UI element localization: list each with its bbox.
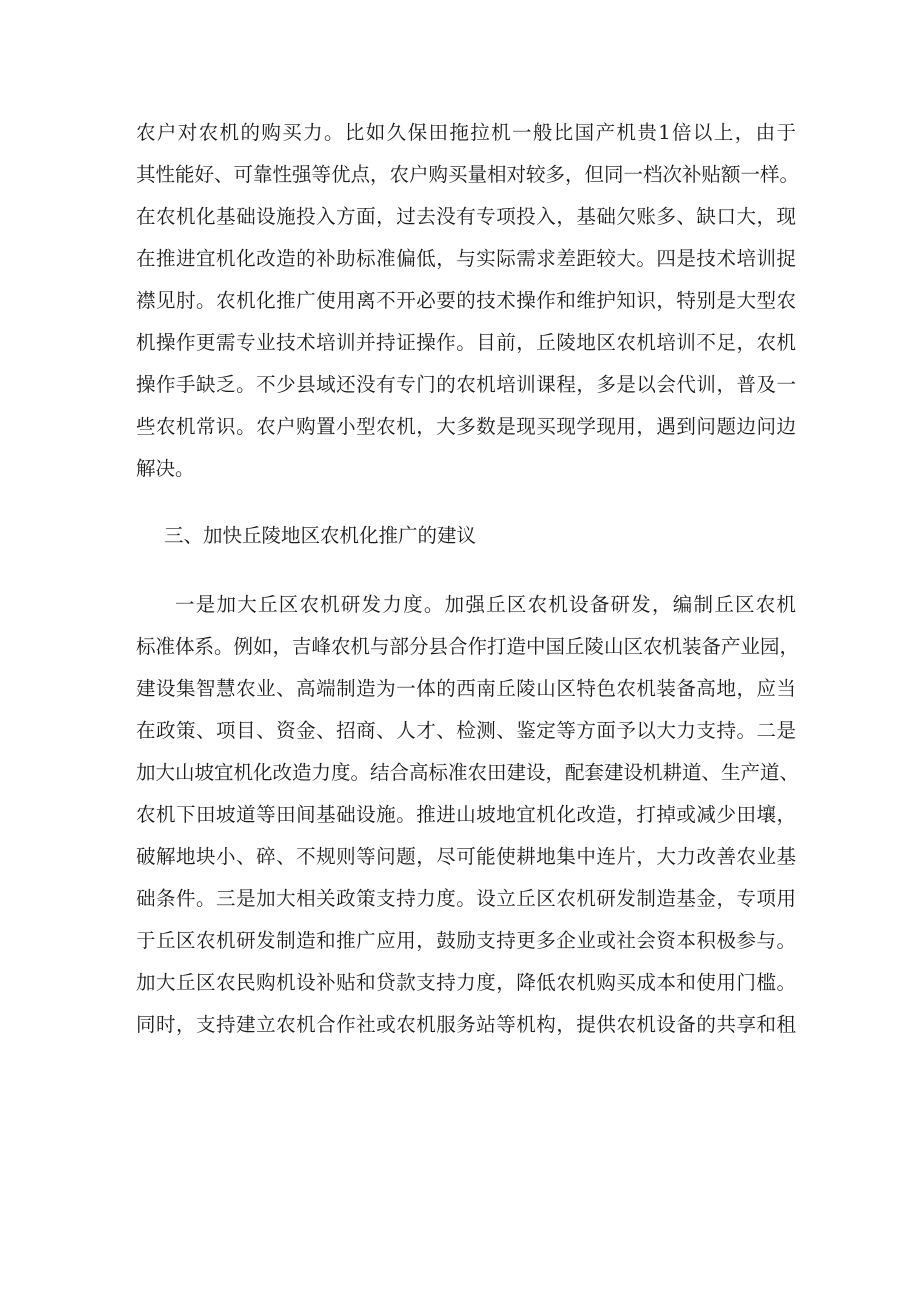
text-line: 农户对农机的购买力。比如久保田拖拉机一般比国产机贵1倍以上，由于 xyxy=(136,121,796,144)
text-line: 农机下田坡道等田间基础设施。推进山坡地宜机化改造，打掉或减少田壤， xyxy=(136,803,796,826)
text-line: 机操作更需专业技术培训并持证操作。目前，丘陵地区农机培训不足，农机 xyxy=(136,331,796,354)
text-line: 标准体系。例如，吉峰农机与部分县合作打造中国丘陵山区农机装备产业园， xyxy=(136,635,800,658)
paragraph-1 xyxy=(136,112,800,490)
text-line: 建设集智慧农业、高端制造为一体的西南丘陵山区特色农机装备高地，应当 xyxy=(136,677,796,700)
text-line: 于丘区农机研发制造和推广应用，鼓励支持更多企业或社会资本积极参与。 xyxy=(136,929,796,952)
text-line: 加大山坡宜机化改造力度。结合高标准农田建设，配套建设机耕道、生产道、 xyxy=(136,761,800,784)
text-line: 在推进宜机化改造的补助标准偏低，与实际需求差距较大。四是技术培训捉 xyxy=(136,247,796,270)
paragraph-2 xyxy=(136,584,800,1046)
text-line: 些农机常识。农户购置小型农机，大多数是现买现学现用，遇到问题边问边 xyxy=(136,415,796,438)
text-line: 其性能好、可靠性强等优点，农户购买量相对较多，但同一档次补贴额一样。 xyxy=(136,163,800,186)
document-body xyxy=(136,112,800,1046)
text-line: 操作手缺乏。不少县域还没有专门的农机培训课程，多是以会代训，普及一 xyxy=(136,373,796,396)
paragraph-spacer xyxy=(136,557,796,584)
text-line: 一是加大丘区农机研发力度。加强丘区农机设备研发，编制丘区农机 xyxy=(175,593,796,616)
text-line: 加大丘区农民购机设补贴和贷款支持力度，降低农机购买成本和使用门槛。 xyxy=(136,971,796,994)
text-line: 同时，支持建立农机合作社或农机服务站等机构，提供农机设备的共享和租 xyxy=(136,1013,796,1036)
text-line: 础条件。三是加大相关政策支持力度。设立丘区农机研发制造基金，专项用 xyxy=(136,887,796,910)
text-line: 襟见肘。农机化推广使用离不开必要的技术操作和维护知识，特别是大型农 xyxy=(136,289,796,312)
text-line: 在农机化基础设施投入方面，过去没有专项投入，基础欠账多、缺口大，现 xyxy=(136,205,796,228)
text-line: 破解地块小、碎、不规则等问题，尽可能使耕地集中连片，大力改善农业基 xyxy=(136,845,796,868)
text-line: 在政策、项目、资金、招商、人才、检测、鉴定等方面予以大力支持。二是 xyxy=(136,719,796,742)
section-heading: 三、加快丘陵地区农机化推广的建议 xyxy=(164,524,477,547)
text-line: 解决。 xyxy=(136,457,195,480)
